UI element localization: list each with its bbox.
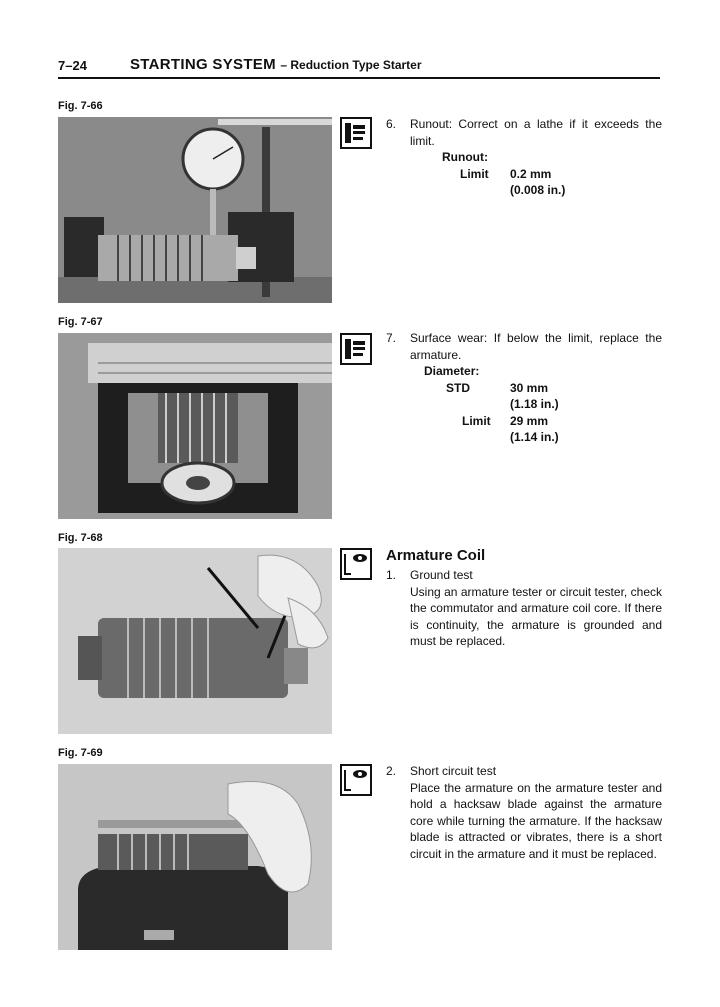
armature-step-2 bbox=[386, 763, 662, 862]
step-6-text: Runout: Correct on a lathe if it exceeds the limit. bbox=[410, 117, 662, 148]
section-title bbox=[130, 56, 422, 73]
page-header bbox=[58, 56, 660, 78]
armature-step-2-title: Short circuit test bbox=[410, 764, 497, 778]
measure-icon bbox=[340, 117, 372, 149]
runout-spec-title: Runout: bbox=[442, 150, 488, 164]
inspect-icon bbox=[340, 764, 372, 796]
runout-limit-value-in: (0.008 in.) bbox=[510, 183, 566, 197]
fig-7-66-label: Fig. 7-66 bbox=[58, 100, 103, 112]
runout-limit-value: 0.2 mm bbox=[510, 166, 552, 181]
step-7-text: Surface wear: If below the limit, replace the armature. bbox=[410, 331, 662, 362]
step-6 bbox=[386, 116, 662, 199]
fig-7-69-label: Fig. 7-69 bbox=[58, 747, 103, 759]
runout-spec bbox=[442, 149, 662, 199]
runout-limit-label: Limit bbox=[460, 166, 489, 181]
fig-7-67-photo bbox=[58, 333, 332, 519]
step-7-number: 7. bbox=[386, 331, 397, 345]
step-6-number: 6. bbox=[386, 117, 397, 131]
armature-step-2-text: Place the armature on the armature tester and hold a hacksaw blade against the armature core while turning the armature. If the hacksaw blade is attracted or vibrates, there is a short circuit in the armature and it must be replaced. bbox=[410, 780, 662, 861]
inspect-icon bbox=[340, 548, 372, 580]
std-value: 30 mm bbox=[510, 380, 549, 395]
fig-7-66-photo bbox=[58, 117, 332, 303]
diameter-limit-value: 29 mm bbox=[510, 413, 549, 428]
fig-7-68-label: Fig. 7-68 bbox=[58, 532, 103, 544]
diameter-spec-title: Diameter: bbox=[424, 364, 480, 378]
fig-7-68-photo bbox=[58, 548, 332, 734]
armature-step-1 bbox=[386, 567, 662, 650]
armature-coil-heading: Armature Coil bbox=[386, 547, 486, 564]
armature-step-1-title: Ground test bbox=[410, 568, 473, 582]
section-title-main: STARTING SYSTEM bbox=[130, 56, 276, 73]
diameter-limit-label: Limit bbox=[462, 413, 491, 428]
armature-step-1-text: Using an armature tester or circuit tester, check the commutator and armature coil core. If there is continuity, the armature is grounded and must be replaced. bbox=[410, 584, 662, 648]
page-number: 7–24 bbox=[58, 58, 87, 73]
std-value-in: (1.18 in.) bbox=[510, 397, 559, 411]
measure-icon bbox=[340, 333, 372, 365]
section-subtitle: – Reduction Type Starter bbox=[280, 58, 422, 72]
diameter-limit-value-in: (1.14 in.) bbox=[510, 430, 559, 444]
header-rule bbox=[58, 77, 660, 79]
std-label: STD bbox=[446, 380, 470, 395]
step-7 bbox=[386, 330, 662, 446]
diameter-spec bbox=[424, 363, 662, 446]
armature-step-1-number: 1. bbox=[386, 568, 397, 582]
fig-7-67-label: Fig. 7-67 bbox=[58, 316, 103, 328]
fig-7-69-photo bbox=[58, 764, 332, 950]
armature-step-2-number: 2. bbox=[386, 764, 397, 778]
